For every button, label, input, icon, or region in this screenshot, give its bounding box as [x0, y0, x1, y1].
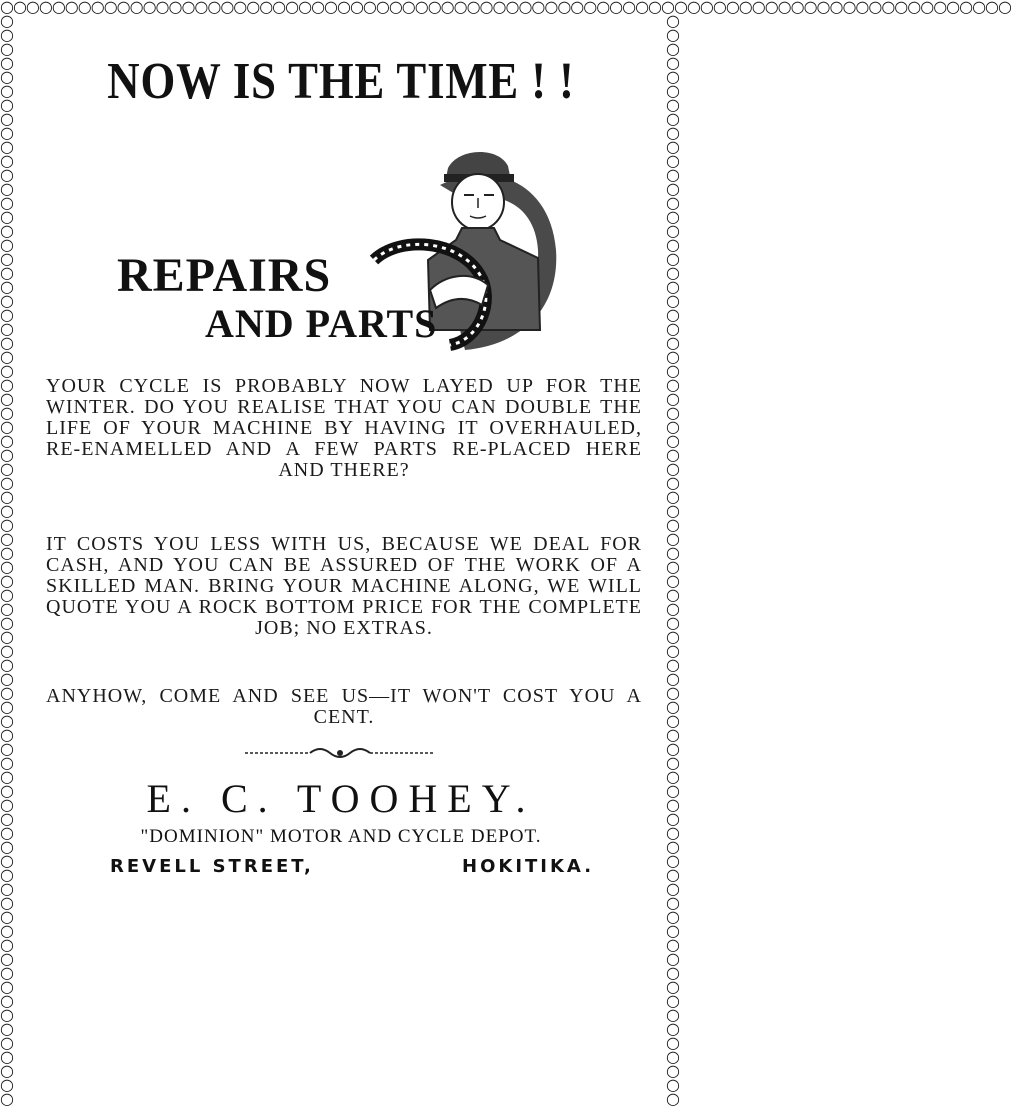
street-address: REVELL STREET, — [110, 856, 314, 877]
town-name: HOKITIKA. — [462, 856, 595, 877]
ornamental-border-right: ○○○○○○○○○○○○○○○○○○○○○○○○○○○○○○○○○○○○○○○○○○○○○○○○○○○○○○○○○○○○○○○○○○○○○○○○○○○○○○ — [666, 11, 679, 1108]
banner-repairs: REPAIRS — [117, 249, 332, 302]
depot-name: "DOMINION" MOTOR AND CYCLE DEPOT. — [140, 826, 542, 847]
flourish-divider — [240, 741, 440, 765]
ornamental-border-top: ○○○○○○○○○○○○○○○○○○○○○○○○○○○○○○○○○○○○○○○○○○○○○○○○○○○○○○○○○○○○○○○○○○○○○○○○○○○○○○ — [0, 0, 1011, 16]
ornamental-border-left: ○○○○○○○○○○○○○○○○○○○○○○○○○○○○○○○○○○○○○○○○○○○○○○○○○○○○○○○○○○○○○○○○○○○○○○○○○○○○○○ — [0, 11, 13, 1108]
paragraph-cash: IT COSTS YOU LESS WITH US, BECAUSE WE DEAL FOR CASH, AND YOU CAN BE ASSURED OF THE WORK OF A SKILLED MAN. BRING YOUR MACHINE ALONG, WE WILL QUOTE YOU A ROCK BOTTOM PRICE FOR THE COMPLETE JOB; NO EXTRAS. — [46, 533, 642, 639]
paragraph-overhaul: YOUR CYCLE IS PROBABLY NOW LAYED UP FOR THE WINTER. DO YOU REALISE THAT YOU CAN DOUBLE THE LIFE OF YOUR MACHINE BY HAVING IT OVERHAULED, RE-ENAMELLED AND A FEW PARTS RE-PLACED HERE AND THERE? — [46, 375, 642, 481]
banner-and-parts: AND PARTS — [205, 301, 438, 346]
headline: NOW IS THE TIME ! ! — [107, 53, 575, 110]
paragraph-come-see: ANYHOW, COME AND SEE US—IT WON'T COST YOU A CENT. — [46, 685, 642, 728]
firm-name: E. C. TOOHEY. — [146, 776, 536, 821]
